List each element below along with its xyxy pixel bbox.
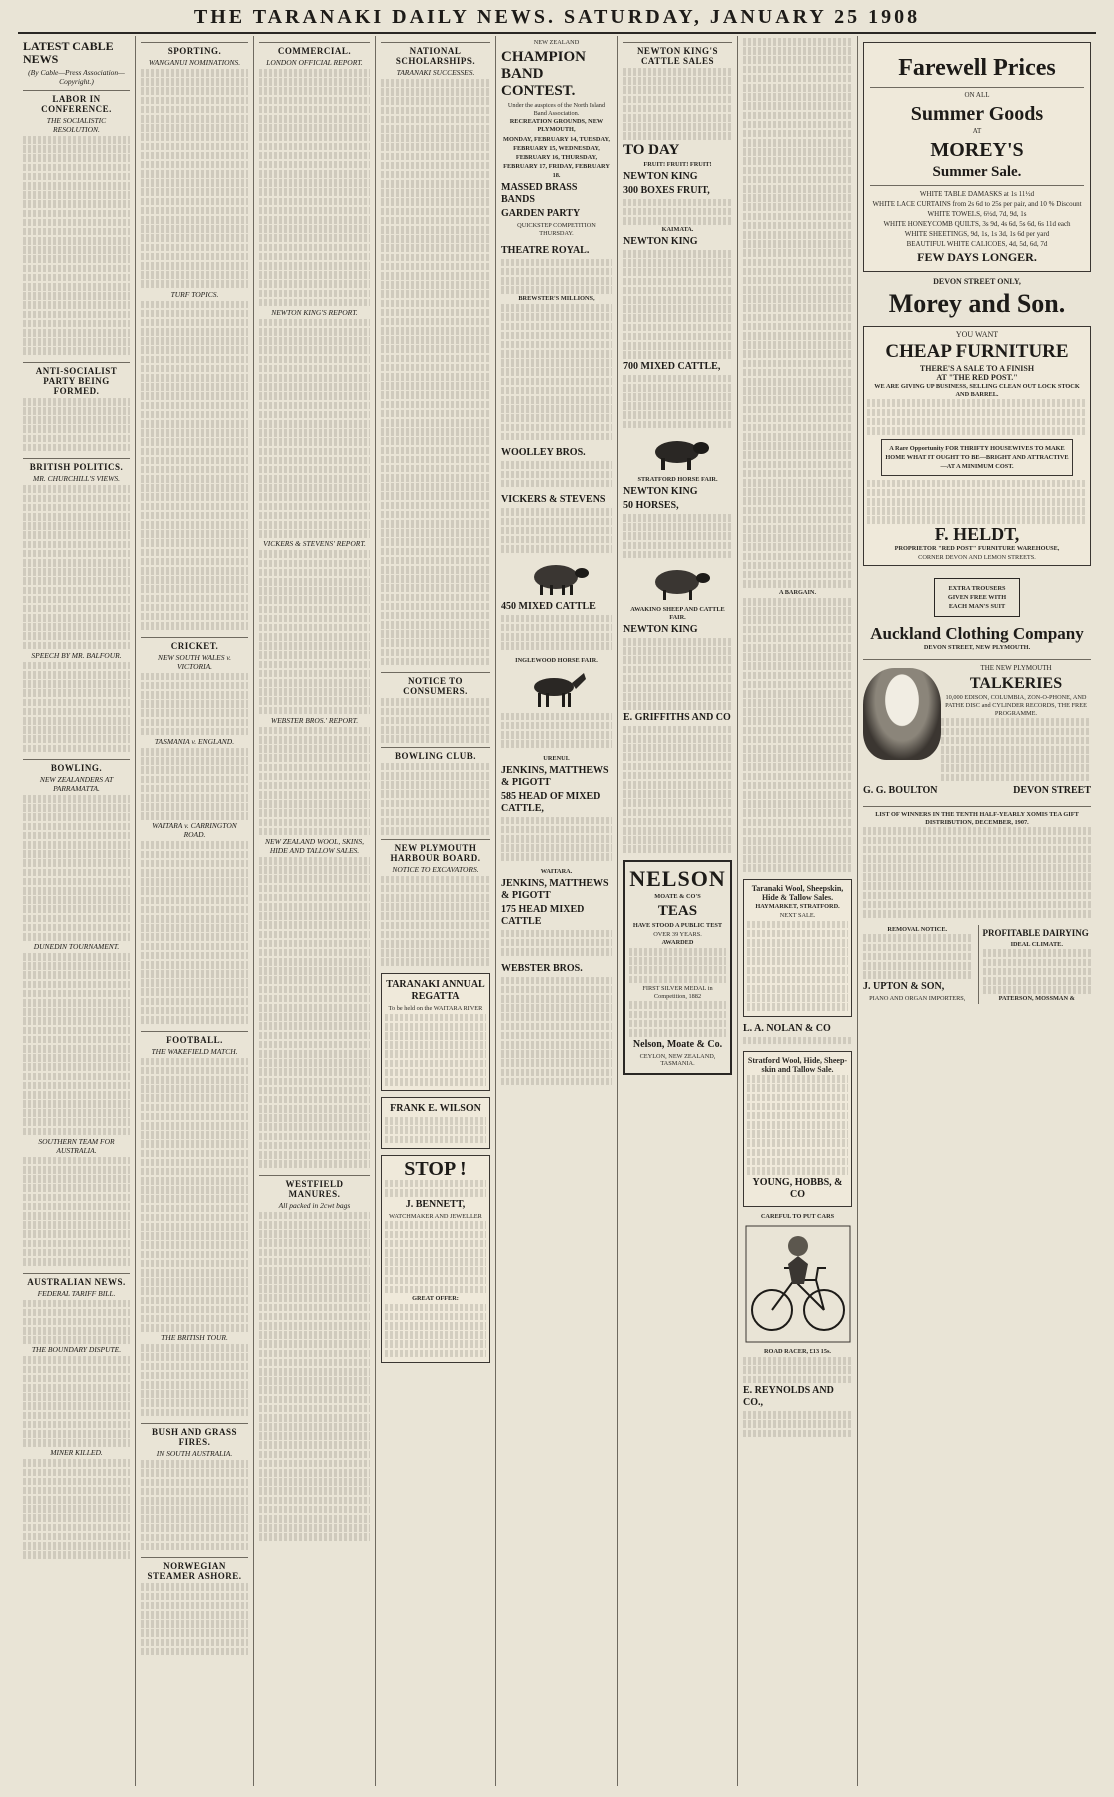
cable-news-subtitle: (By Cable—Press Association—Copyright.) bbox=[28, 68, 125, 86]
taranaki-wool-ad bbox=[743, 879, 852, 1016]
labor-conference-subtitle: THE SOCIALISTIC RESOLUTION. bbox=[46, 116, 107, 134]
bowling-article bbox=[23, 759, 130, 1265]
waitara-carrington-title: WAITARA v. CARRINGTON ROAD. bbox=[152, 821, 237, 840]
upton-trade: PIANO AND ORGAN IMPORTERS, bbox=[869, 994, 966, 1002]
cricket-article bbox=[141, 637, 248, 1024]
bush-fires-subtitle: IN SOUTH AUSTRALIA. bbox=[156, 1449, 233, 1459]
webster-report-title: WEBSTER BROS.' REPORT. bbox=[270, 715, 359, 725]
london-report-title: LONDON OFFICIAL REPORT. bbox=[266, 58, 363, 67]
young-hobbs: YOUNG, HOBBS, & CO bbox=[752, 1176, 843, 1200]
excavators-title: NOTICE TO EXCAVATORS. bbox=[392, 864, 479, 874]
bicycle-ad bbox=[743, 1213, 852, 1438]
bowling-club-title: BOWLING CLUB. bbox=[381, 747, 490, 761]
rare-opportunity-box bbox=[881, 439, 1073, 476]
devon-street-only: DEVON STREET ONLY, bbox=[933, 276, 1021, 286]
teas-label: TEAS bbox=[657, 902, 698, 919]
newton-sales-title: NEWTON KING'S CATTLE SALES bbox=[623, 42, 732, 66]
boundary-title: THE BOUNDARY DISPUTE. bbox=[31, 1345, 122, 1355]
red-post: AT "THE RED POST." bbox=[936, 372, 1018, 382]
today-heading: TO DAY bbox=[623, 141, 680, 158]
white-table: WHITE TABLE DAMASKS at 1s 11½d bbox=[919, 189, 1035, 198]
manures-subtitle: All packed in 2cwt bags bbox=[278, 1200, 351, 1210]
boulton-name: G. G. BOULTON bbox=[863, 784, 938, 796]
bull-illustration bbox=[643, 432, 713, 472]
bennett-ad bbox=[381, 1155, 490, 1363]
scholarships-title: NATIONAL SCHOLARSHIPS. bbox=[381, 42, 490, 66]
theres-sale: THERE'S A SALE TO A FINISH bbox=[919, 364, 1035, 374]
british-politics-title: BRITISH POLITICS. bbox=[23, 458, 130, 472]
urenui-title: URENUI. bbox=[543, 754, 570, 762]
wool-sales-title: NEW ZEALAND WOOL, SKINS, HIDE AND TALLOW SALES. bbox=[265, 837, 364, 855]
stratford-wool-title: Stratford Wool, Hide, Sheep-skin and Tallow Sale. bbox=[747, 1056, 848, 1075]
bush-fires-title: BUSH AND GRASS FIRES. bbox=[141, 1423, 248, 1447]
urenui-ad bbox=[501, 755, 612, 861]
white-calicoes: BEAUTIFUL WHITE CALICOES, 4d, 5d, 6d, 7d bbox=[906, 239, 1048, 248]
wakefield-title: THE WAKEFIELD MATCH. bbox=[151, 1046, 238, 1056]
newton-king-1: NEWTON KING bbox=[623, 170, 698, 182]
auckland-address: DEVON STREET, NEW PLYMOUTH. bbox=[923, 644, 1031, 652]
morey-and-son: Morey and Son. bbox=[888, 289, 1066, 319]
anti-socialist-article bbox=[23, 362, 130, 452]
nelson-name: NELSON bbox=[629, 865, 726, 891]
wilson-name: FRANK E. WILSON bbox=[390, 1103, 481, 1115]
brewsters-millions: BREWSTER'S MILLIONS, bbox=[518, 295, 595, 303]
few-days-longer: FEW DAYS LONGER. bbox=[917, 249, 1037, 264]
scholarships-subtitle: TARANAKI SUCCESSES. bbox=[396, 68, 475, 77]
sporting-article bbox=[141, 42, 248, 630]
bowling-subtitle: NEW ZEALANDERS AT PARRAMATTA. bbox=[39, 775, 114, 794]
labor-conference-title: LABOR IN CONFERENCE. bbox=[23, 90, 130, 114]
removal-notice: REMOVAL NOTICE. bbox=[887, 925, 948, 933]
rare-opportunity: A Rare Opportunity FOR THRIFTY HOUSEWIVES TO MAKE HOME WHAT IT OUGHT TO BE—BRIGHT AND ATTRACTIVE—AT A MINIMUM COST. bbox=[885, 444, 1069, 470]
bowling-title: BOWLING. bbox=[23, 759, 130, 773]
boulton-devon: DEVON STREET bbox=[1013, 784, 1091, 796]
griffiths-title: E. GRIFFITHS AND CO bbox=[623, 711, 731, 723]
auckland-clothing: Auckland Clothing Company bbox=[870, 624, 1084, 644]
white-towels: WHITE TOWELS, 6½d, 7d, 9d, 1s bbox=[927, 209, 1027, 218]
regatta-location: To be held on the WAITARA RIVER bbox=[388, 1004, 483, 1012]
british-tour-title: THE BRITISH TOUR. bbox=[161, 1333, 228, 1343]
champion-title: CHAMPION BAND CONTEST. bbox=[501, 48, 586, 99]
bargain-heading: A BARGAIN. bbox=[778, 589, 817, 597]
moreys: MOREY'S bbox=[930, 138, 1024, 161]
you-want: YOU WANT bbox=[955, 330, 999, 340]
vickers-report-title: VICKERS & STEVENS' REPORT. bbox=[263, 539, 366, 549]
notice-consumers bbox=[381, 672, 490, 966]
road-racer: ROAD RACER, £13 15s. bbox=[764, 1348, 831, 1356]
norwegian-steamer-article bbox=[141, 1557, 248, 1655]
tasmania-england-title: TASMANIA v. ENGLAND. bbox=[154, 736, 235, 746]
bush-fires-article bbox=[141, 1423, 248, 1550]
stratford-wool-ad bbox=[743, 1051, 852, 1206]
paterson: PATERSON, MOSSMAN & bbox=[998, 995, 1075, 1003]
sporting-title: SPORTING. bbox=[141, 42, 248, 56]
cable-news-title: LATEST CABLE NEWS bbox=[23, 39, 114, 66]
masthead: THE TARANAKI DAILY NEWS. SATURDAY, JANUARY 25 1908 bbox=[18, 6, 1096, 34]
vickers-ad bbox=[501, 494, 612, 650]
mixed-cattle-450: 450 MIXED CATTLE bbox=[501, 600, 596, 612]
column-1 bbox=[18, 36, 136, 1786]
newton-king-4: NEWTON KING bbox=[623, 623, 698, 635]
honeycomb-quilts: WHITE HONEYCOMB QUILTS, 3s 9d, 4s 6d, 5s 6d, 6s 11d each bbox=[883, 219, 1071, 228]
nelson-cities: CEYLON, NEW ZEALAND, TASMANIA. bbox=[639, 1052, 716, 1068]
ideal-climate: IDEAL CLIMATE. bbox=[1010, 940, 1063, 948]
newton-king-report-title: NEWTON KING'S REPORT. bbox=[271, 307, 358, 317]
profitable-dairying: PROFITABLE DAIRYING bbox=[982, 927, 1089, 938]
extra-trousers-box bbox=[934, 578, 1020, 617]
on-all: ON ALL bbox=[964, 91, 990, 99]
stop-heading: STOP ! bbox=[404, 1157, 467, 1180]
southern-team-title: SOUTHERN TEAM FOR AUSTRALIA. bbox=[38, 1136, 115, 1155]
morey-son-ad bbox=[863, 278, 1091, 320]
australian-news-article bbox=[23, 1273, 130, 1559]
fruit-heading: FRUIT! FRUIT! FRUIT! bbox=[643, 160, 712, 168]
sheep-illustration bbox=[522, 557, 592, 597]
nolan-ad bbox=[743, 1023, 852, 1045]
wilson-ad bbox=[381, 1097, 490, 1149]
turf-topics-title: TURF TOPICS. bbox=[170, 289, 219, 299]
talkeries-ad bbox=[863, 659, 1091, 799]
next-sale: NEXT SALE. bbox=[779, 911, 816, 919]
winners-title: LIST OF WINNERS IN THE TENTH HALF-YEARLY XOMIS TEA GIFT DISTRIBUTION, DECEMBER, 1907. bbox=[875, 810, 1079, 826]
farewell-prices: Farewell Prices bbox=[898, 55, 1056, 81]
over-years: OVER 39 YEARS. bbox=[653, 930, 702, 938]
cheap-furniture: CHEAP FURNITURE bbox=[885, 341, 1069, 363]
bennett-trade: WATCHMAKER AND JEWELLER bbox=[389, 1212, 482, 1220]
portrait-illustration bbox=[863, 668, 941, 760]
column-8 bbox=[858, 36, 1096, 1786]
regatta-title: TARANAKI ANNUAL REGATTA bbox=[386, 978, 485, 1002]
mixed-cattle-585: 585 HEAD OF MIXED CATTLE, bbox=[501, 790, 601, 814]
newton-king-3: NEWTON KING bbox=[623, 486, 698, 498]
column-4 bbox=[376, 36, 496, 1786]
nolan-title: L. A. NOLAN & CO bbox=[743, 1022, 831, 1034]
extra-trousers: EXTRA TROUSERS GIVEN FREE WITH EACH MAN'S SUIT bbox=[947, 585, 1007, 611]
woolley-title: WOOLLEY BROS. bbox=[501, 447, 586, 459]
inglewood-ad bbox=[501, 657, 612, 748]
contest-venue: RECREATION GROUNDS, NEW PLYMOUTH, bbox=[509, 118, 604, 134]
nelson-footer: Nelson, Moate & Co. bbox=[632, 1038, 723, 1050]
vickers-title: VICKERS & STEVENS bbox=[501, 494, 606, 506]
australian-news-title: AUSTRALIAN NEWS. bbox=[23, 1273, 130, 1287]
cable-news-article bbox=[23, 40, 130, 355]
newton-king-2: NEWTON KING bbox=[623, 236, 698, 248]
nz-label: NEW ZEALAND bbox=[533, 39, 580, 46]
contest-dates: MONDAY, FEBRUARY 14, TUESDAY, FEBRUARY 15, WEDNESDAY, FEBRUARY 16, THURSDAY, FEBRUARY 17, FRIDAY, FEBRUARY 18. bbox=[503, 135, 610, 179]
talkeries-title: TALKERIES bbox=[969, 675, 1063, 693]
cricket-title: CRICKET. bbox=[141, 637, 248, 651]
heldt-name: F. HELDT, bbox=[934, 523, 1020, 544]
notice-consumers-title: NOTICE TO CONSUMERS. bbox=[381, 672, 490, 696]
summer-goods: Summer Goods bbox=[910, 102, 1044, 125]
manures-ad bbox=[259, 1175, 370, 1541]
scholarships-article bbox=[381, 42, 490, 665]
dunedin-title: DUNEDIN TOURNAMENT. bbox=[33, 942, 120, 952]
bennett-name: J. BENNETT, bbox=[405, 1198, 466, 1210]
taranaki-wool-title: Taranaki Wool, Sheepskin, Hide & Tallow Sales. bbox=[751, 884, 844, 903]
kaimata-head: KAIMATA. bbox=[661, 226, 694, 234]
summer-sale: Summer Sale. bbox=[932, 163, 1022, 180]
morey-ad bbox=[863, 42, 1091, 272]
white-sheetings: WHITE SHEETINGS, 9d, 1s, 1s 3d, 1s 6d per yard bbox=[904, 229, 1050, 238]
regatta-ad bbox=[381, 973, 490, 1091]
balfour-title: SPEECH BY MR. BALFOUR. bbox=[31, 650, 122, 660]
theatre-title: THEATRE ROYAL. bbox=[501, 244, 590, 256]
first-medal: FIRST SILVER MEDAL in Competition, 1882 bbox=[642, 984, 713, 1000]
harbour-board-title: NEW PLYMOUTH HARBOUR BOARD. bbox=[381, 839, 490, 863]
manures-title: WESTFIELD MANURES. bbox=[259, 1175, 370, 1199]
football-article bbox=[141, 1031, 248, 1417]
bottom-ads-row bbox=[863, 925, 1091, 1005]
nelson-tea-ad bbox=[623, 860, 732, 1075]
nelson-company: MOATE & CO'S bbox=[654, 892, 701, 900]
british-politics-article bbox=[23, 458, 130, 752]
giving-up: WE ARE GIVING UP BUSINESS, SELLING CLEAN OUT LOCK STOCK AND BARREL. bbox=[874, 382, 1080, 398]
lace-curtains: WHITE LACE CURTAINS from 2s 6d to 25s per pair, and 10 % Discount bbox=[872, 199, 1082, 208]
commercial-article bbox=[259, 42, 370, 1168]
boxes-fruit: 300 BOXES FRUIT, bbox=[623, 184, 710, 196]
upton-name: J. UPTON & SON, bbox=[863, 980, 945, 992]
public-test: HAVE STOOD A PUBLIC TEST bbox=[632, 921, 723, 929]
norwegian-steamer-title: NORWEGIAN STEAMER ASHORE. bbox=[141, 1557, 248, 1581]
auckland-clothing-ad bbox=[863, 572, 1091, 652]
waitara-ad bbox=[501, 868, 612, 956]
upton-ad bbox=[863, 925, 972, 1005]
quickstep: QUICKSTEP COMPETITION THURSDAY. bbox=[517, 221, 596, 237]
classified-ads bbox=[743, 38, 852, 872]
at-label: AT bbox=[972, 126, 982, 135]
talkeries-sub: 10,000 EDISON, COLUMBIA, ZON-O-PHONE, AND PATHE DISC and CYLINDER RECORDS, THE FREE PROGRAMME. bbox=[945, 694, 1087, 717]
jenkins-title: JENKINS, MATTHEWS & PIGOTT bbox=[501, 764, 609, 788]
reynolds-title: E. REYNOLDS AND CO., bbox=[743, 1385, 834, 1409]
commercial-title: COMMERCIAL. bbox=[259, 42, 370, 56]
heldt-furniture-ad bbox=[863, 326, 1091, 566]
tariff-title: FEDERAL TARIFF BILL. bbox=[37, 1288, 116, 1298]
heldt-proprietor: PROPRIETOR "RED POST" FURNITURE WAREHOUSE, bbox=[894, 544, 1060, 552]
column-2 bbox=[136, 36, 254, 1786]
awarded: AWARDED bbox=[661, 939, 694, 947]
mixed-cattle-175: 175 HEAD MIXED CATTLE bbox=[501, 903, 585, 927]
bicycle-illustration bbox=[744, 1224, 852, 1344]
great-offer: GREAT OFFER: bbox=[412, 1294, 459, 1302]
cattle-700: 700 MIXED CATTLE, bbox=[623, 360, 721, 372]
theatre-ad bbox=[501, 245, 612, 441]
waitara-head: WAITARA. bbox=[540, 867, 573, 875]
churchill-title: MR. CHURCHILL'S VIEWS. bbox=[32, 474, 120, 484]
nsw-victoria-title: NEW SOUTH WALES v. VICTORIA. bbox=[157, 652, 232, 671]
webster-ad bbox=[501, 963, 612, 1086]
talkeries-head: THE NEW PLYMOUTH bbox=[980, 664, 1052, 673]
newton-cattle-sales bbox=[623, 42, 732, 853]
column-6 bbox=[618, 36, 738, 1786]
jenkins-title-2: JENKINS, MATTHEWS & PIGOTT bbox=[501, 877, 609, 901]
awakino-fair: AWAKINO SHEEP AND CATTLE FAIR. bbox=[630, 606, 725, 622]
contest-note: Under the auspices of the North Island Band Association. bbox=[507, 101, 606, 117]
miner-killed-title: MINER KILLED. bbox=[50, 1448, 103, 1458]
dairy-ad bbox=[978, 925, 1092, 1005]
anti-socialist-title: ANTI-SOCIALIST PARTY BEING FORMED. bbox=[23, 362, 130, 396]
column-5 bbox=[496, 36, 618, 1786]
heldt-address: CORNER DEVON AND LEMON STREETS. bbox=[918, 553, 1036, 561]
webster-title: WEBSTER BROS. bbox=[501, 962, 583, 974]
inglewood-title: INGLEWOOD HORSE FAIR. bbox=[515, 656, 598, 664]
band-contest-ad bbox=[501, 39, 612, 238]
garden-party: GARDEN PARTY bbox=[501, 207, 581, 219]
horses-50: 50 HORSES, bbox=[623, 500, 679, 512]
column-3 bbox=[254, 36, 376, 1786]
football-title: FOOTBALL. bbox=[141, 1031, 248, 1045]
haymarket: HAYMARKET, STRATFORD. bbox=[755, 903, 840, 911]
column-7 bbox=[738, 36, 858, 1786]
stratford-fair: STRATFORD HORSE FAIR. bbox=[637, 476, 718, 484]
bike-note: CAREFUL TO PUT CARS bbox=[760, 1212, 835, 1220]
horse-illustration bbox=[522, 669, 592, 709]
massed-bands: MASSED BRASS BANDS bbox=[501, 181, 578, 205]
wanganui-title: WANGANUI NOMINATIONS. bbox=[148, 58, 241, 67]
woolley-ad bbox=[501, 447, 612, 487]
winners-list bbox=[863, 806, 1091, 918]
sheep-illustration-2 bbox=[643, 562, 713, 602]
